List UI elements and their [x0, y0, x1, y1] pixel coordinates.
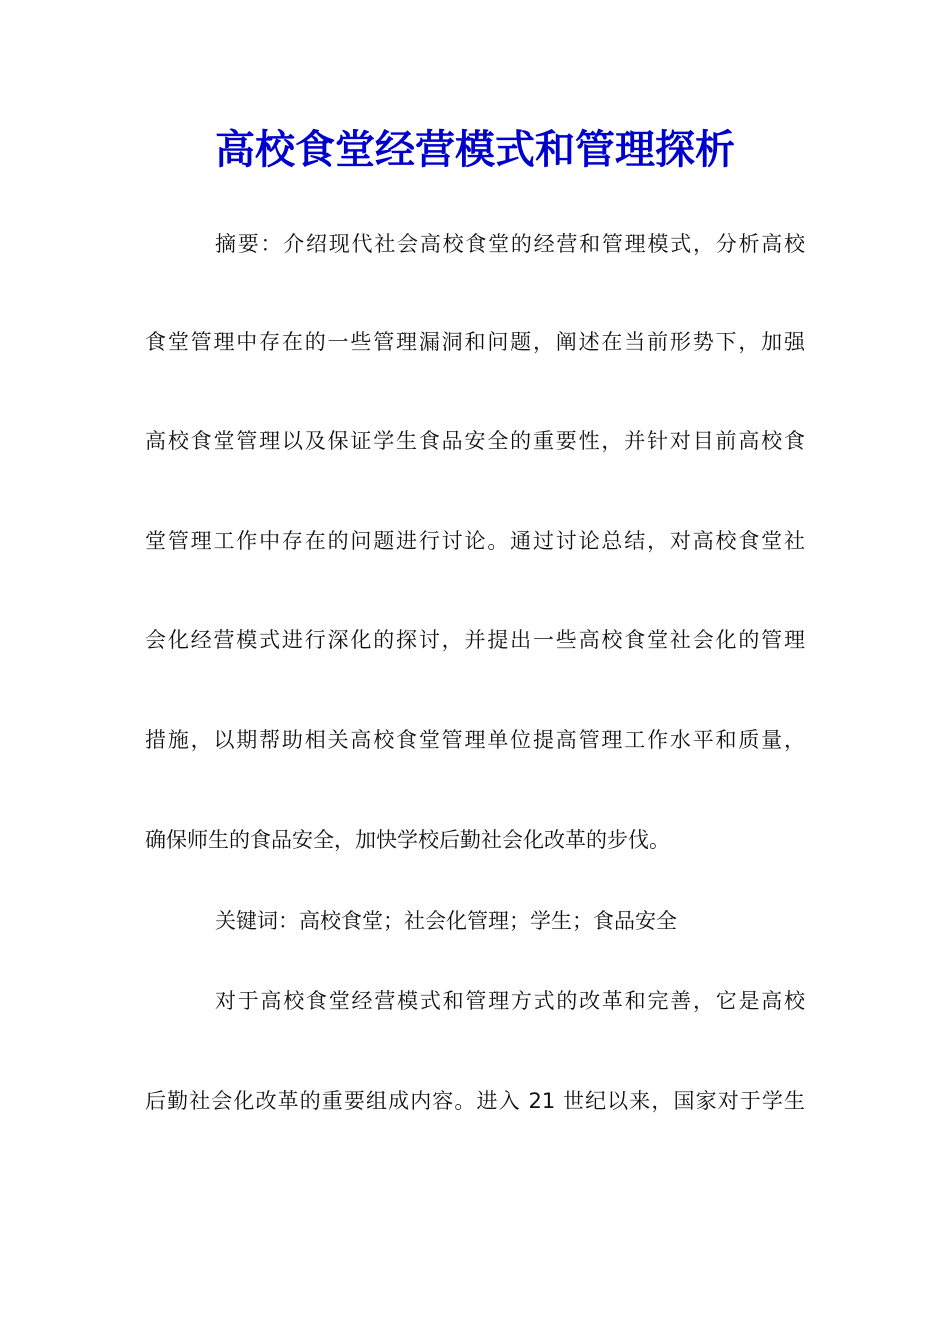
keywords-line: 关键词：高校食堂；社会化管理；学生；食品安全	[215, 909, 677, 933]
body-line-2: 后勤社会化改革的重要组成内容。进入 21 世纪以来，国家对于学生	[145, 1089, 805, 1113]
abstract-line-5: 会化经营模式进行深化的探讨，并提出一些高校食堂社会化的管理	[145, 628, 805, 652]
document-title: 高校食堂经营模式和管理探析	[215, 126, 735, 173]
abstract-line-4: 堂管理工作中存在的问题进行讨论。通过讨论总结，对高校食堂社	[145, 529, 805, 553]
abstract-line-1: 摘要：介绍现代社会高校食堂的经营和管理模式，分析高校	[215, 232, 805, 256]
abstract-line-3: 高校食堂管理以及保证学生食品安全的重要性，并针对目前高校食	[145, 429, 805, 453]
abstract-line-7: 确保师生的食品安全，加快学校后勤社会化改革的步伐。	[145, 828, 670, 852]
abstract-line-6: 措施，以期帮助相关高校食堂管理单位提高管理工作水平和质量，	[145, 728, 805, 752]
abstract-line-2: 食堂管理中存在的一些管理漏洞和问题，阐述在当前形势下，加强	[145, 330, 805, 354]
body-line-1: 对于高校食堂经营模式和管理方式的改革和完善，它是高校	[215, 989, 805, 1013]
